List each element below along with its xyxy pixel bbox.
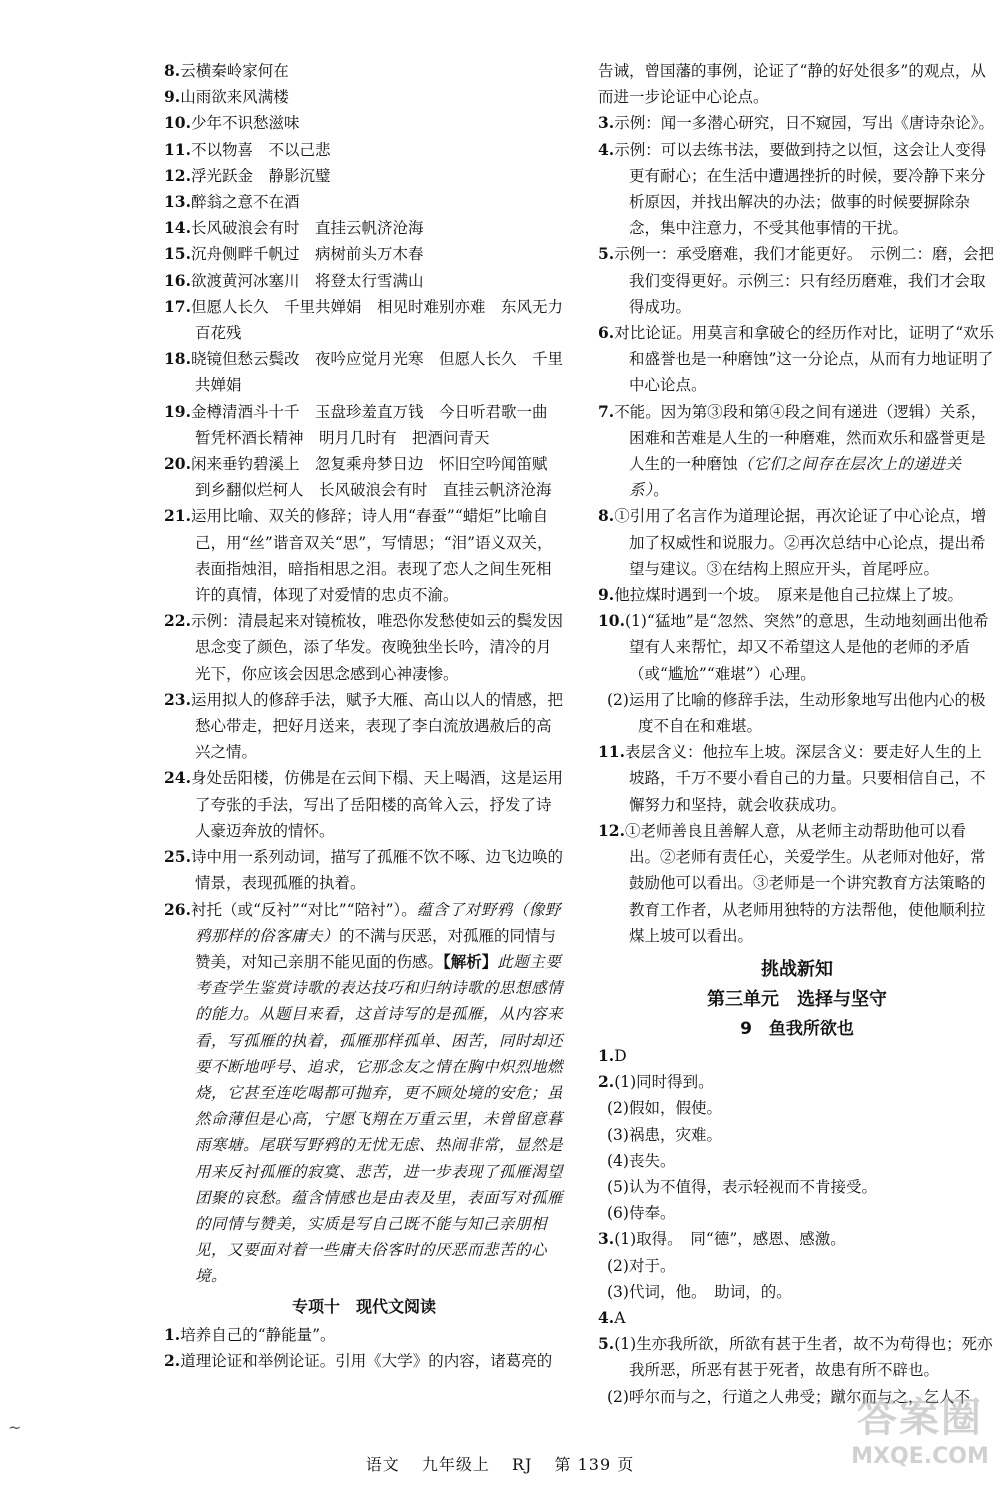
list-item <box>164 844 564 896</box>
left-column <box>164 58 564 1374</box>
item-number: 9. <box>598 585 615 605</box>
heading-unit: 第三单元 选择与坚守 <box>707 988 887 1010</box>
item-number: 26. <box>164 899 191 919</box>
item-text: 衬托（或“反衬”“对比”“陪衬”）。 <box>190 900 417 919</box>
item-number: 21. <box>164 506 191 526</box>
continuation-text: 告诫，曾国藩的事例，论证了“静的好处很多”的观点，从而进一步论证中心论点。 <box>598 62 986 107</box>
item-text: 示例：可以去练书法，要做到持之以恒，这会让人变得更有耐心；在生活中遭遇挫折的时候，要冷静下来分析原因，并找出解决的办法；做事的时候要摒除杂念，集中注意力，不受其他事情的干扰。 <box>614 140 987 238</box>
list-item <box>164 137 564 163</box>
item-text: (1)同时得到。 <box>614 1073 714 1092</box>
item-text: 运用比喻、双关的修辞；诗人用“春蚕”“蜡炬”比喻自己，用“丝”谐音双关“思”，写情思；“泪”语义双关，表面指烛泪，暗指相思之泪。表现了恋人之间生死相许的真情，体现了对爱情的忠贞不渝。 <box>190 507 553 605</box>
item-number: 20. <box>164 454 191 474</box>
item-text: 闲来垂钓碧溪上 忽复乘舟梦日边 怀旧空吟闻笛赋 到乡翻似烂柯人 长风破浪会有时 直挂云帆济沧海 <box>190 455 563 500</box>
item-text: ①老师善良且善解人意，从老师主动帮助他可以看出。②老师有责任心，关爱学生。从老师对他好，常鼓励他可以看出。③老师是一个讲究教育方法策略的教育工作者，从老师用独特的方法帮他，使他顺利拉煤上坡可以看出。 <box>624 821 986 945</box>
item-text: 他拉煤时遇到一个坡。 原来是他自己拉煤上了坡。 <box>614 586 963 605</box>
q2-subs <box>598 1095 996 1226</box>
footer-edition: RJ <box>511 1455 533 1474</box>
list-item <box>164 346 564 398</box>
footer-page: 第 139 页 <box>554 1455 635 1474</box>
handwritten-note: 蕴含了对野鸦（像野鸦那样的俗客庸夫） <box>195 900 561 945</box>
list-item <box>164 215 564 241</box>
item-text: 醉翁之意不在酒 <box>190 193 300 212</box>
watermark-logo <box>846 1394 994 1490</box>
item-text: A <box>614 1308 626 1327</box>
sub-item: (4)丧失。 <box>607 1151 676 1170</box>
item-7 <box>598 399 996 504</box>
item-number: 8. <box>164 61 181 80</box>
list-item <box>164 608 564 687</box>
q3-subs <box>598 1253 996 1305</box>
item-text: 少年不识愁滋味 <box>190 114 300 133</box>
item-10-sub-2: (2)运用了比喻的修辞手法，生动形象地写出他内心的极度不自在和难堪。 <box>607 690 986 736</box>
list-item <box>164 294 564 346</box>
right-column <box>598 58 996 1410</box>
item-number: 9. <box>164 87 181 107</box>
item-text: 山雨欲来风满楼 <box>180 88 289 107</box>
item-number: 3. <box>598 1229 615 1249</box>
right-items <box>598 110 996 398</box>
item-number: 6. <box>598 323 615 343</box>
item-text: 示例一：承受磨难，我们才能更好。 示例二：磨，会把我们变得更好。示例三：只有经历磨难，我们才会取得成功。 <box>614 245 994 316</box>
item-text: ①引用了名言作为道理论据，再次论证了中心论点，增加了权威性和说服力。②再次总结中心论点，提出希望与建议。③在结构上照应开头，首尾呼应。 <box>614 507 987 578</box>
item-text: 运用拟人的修辞手法，赋予大雁、高山以人的情感，把愁心带走，把好月送来，表现了李白流放遇赦后的高兴之情。 <box>190 690 563 762</box>
list-item <box>164 241 564 267</box>
item-text: 浮光跃金 静影沉璧 <box>190 166 331 185</box>
item-text: 的不满与厌恶，对孤雁的同情与赞美，对知己亲朋不能见面的伤感。 <box>195 926 557 971</box>
item-text: 示例：闻一多潜心研究，日不窥园，写出《唐诗杂论》。 <box>614 114 994 133</box>
list-item <box>598 818 996 949</box>
item-number: 12. <box>598 820 625 840</box>
item-number: 5. <box>598 1334 615 1354</box>
item-tail: 。 <box>653 481 669 500</box>
item-number: 10. <box>598 611 625 631</box>
item-text: (1)取得。 同“德”，感恩、感激。 <box>614 1230 846 1249</box>
watermark-top: 答案圈 <box>857 1395 983 1441</box>
sub-item: (2)对于。 <box>607 1256 676 1275</box>
item-number: 25. <box>164 847 191 867</box>
item-number: 11. <box>598 742 625 762</box>
left-items <box>164 58 564 897</box>
item-text: 不能。因为第③段和第④段之间有递进（逻辑）关系，困难和苦难是人生的一种磨难，然而欢乐和盛誉更是人生的一种磨蚀 <box>614 402 987 474</box>
list-item <box>164 451 564 503</box>
list-item <box>598 582 996 608</box>
list-item <box>164 1348 564 1374</box>
item-text: D <box>614 1046 627 1065</box>
item-number: 2. <box>164 1350 181 1370</box>
item-text: 示例：清晨起来对镜梳妆，唯恐你发愁使如云的鬓发因思念变了颜色，添了华发。夜晚独坐长吟，清冷的月光下，你应该会因思念感到心神凄惨。 <box>190 612 563 683</box>
list-item <box>164 110 564 136</box>
right-items-3 <box>598 739 996 949</box>
list-item <box>164 163 564 189</box>
list-item <box>598 241 996 320</box>
footer-grade: 九年级上 <box>421 1455 490 1474</box>
list-item <box>164 1322 564 1348</box>
item-number: 1. <box>164 1324 181 1344</box>
section-title: 专项十 现代文阅读 <box>291 1296 436 1316</box>
answers <box>598 1043 996 1095</box>
item-number: 10. <box>164 113 191 133</box>
q5-sub-2: (2)呼尔而与之，行道之人弗受；蹴尔而与之，乞人不 <box>607 1387 970 1406</box>
item-number: 12. <box>164 165 191 185</box>
item-number: 3. <box>598 113 615 133</box>
q5 <box>598 1331 996 1383</box>
list-item <box>164 765 564 844</box>
list-item <box>164 503 564 608</box>
item-text: 身处岳阳楼，仿佛是在云间下榻、天上喝酒，这是运用了夸张的手法，写出了岳阳楼的高耸入云，抒发了诗人豪迈奔放的情怀。 <box>190 769 563 840</box>
item-text: 晓镜但愁云鬓改 夜吟应觉月光寒 但愿人长久 千里共婵娟 <box>190 350 563 395</box>
list-item <box>164 268 564 294</box>
item-text: 欲渡黄河冰塞川 将登太行雪满山 <box>190 271 424 290</box>
item-number: 17. <box>164 296 191 316</box>
item-text: 云横秦岭家何在 <box>180 62 289 80</box>
q4 <box>598 1305 996 1331</box>
sub-item: (6)侍奉。 <box>607 1204 676 1223</box>
heading-lesson: 9 鱼我所欲也 <box>740 1018 854 1039</box>
list-item <box>164 84 564 110</box>
item-number: 14. <box>164 218 191 238</box>
item-number: 4. <box>598 139 615 159</box>
item-number: 19. <box>164 401 191 421</box>
item-text: 表层含义：他拉车上坡。深层含义：要走好人生的上坡路，千万不要小看自己的力量。只要相信自己，不懈努力和坚持，就会收获成功。 <box>624 743 986 814</box>
right-items-2 <box>598 503 996 608</box>
corner-mark: ~ <box>8 1418 22 1437</box>
item-number: 16. <box>164 270 191 290</box>
handwritten-note: （它们之间存在层次上的递进关系） <box>629 455 962 500</box>
heading-challenge: 挑战新知 <box>761 958 833 980</box>
list-item <box>598 1043 996 1069</box>
list-item <box>598 1069 996 1095</box>
sub-item: (2)假如，假使。 <box>607 1099 722 1118</box>
item-text: 对比论证。用莫言和拿破仑的经历作对比，证明了“欢乐和盛誉也是一种磨蚀”这一分论点，从而有力地证明了中心论点。 <box>614 324 995 395</box>
sub-item: (3)祸患，灾难。 <box>607 1125 722 1144</box>
item-text: 不以物喜 不以己悲 <box>190 140 331 159</box>
item-number: 13. <box>164 192 191 212</box>
analysis-label: 【解析】 <box>443 951 498 971</box>
list-item <box>164 687 564 766</box>
item-number: 15. <box>164 244 191 264</box>
item-sub-1: (1)“猛地”是“忽然、突然”的意思，生动地刻画出他希望有人来帮忙，却又不希望这人是他的老师的矛盾（或“尴尬”“难堪”）心理。 <box>624 612 989 683</box>
item-number: 5. <box>598 244 615 264</box>
analysis-text: 此题主要考查学生鉴赏诗歌的表达技巧和归纳诗歌的思想感情的能力。从题目来看，这首诗写的是孤雁，从内容来看，写孤雁的执着，孤雁那样孤单、困苦，同时却还要不断地呼号、追求，它那念友之情在胸中炽烈地燃烧，它甚至连吃喝都可抛弃，更不顾处境的安危；虽然命薄但是心高，宁愿飞翔在万重云里，未曾留意暮雨寒塘。尾联写野鸦的无忧无虑、热闹非常，显然是用来反衬孤雁的寂寞、悲苦，进一步表现了孤雁渴望团聚的哀愁。蕴含情感也是由表及里，表面写对孤雁的同情与赞美，实质是写自己既不能与知己亲朋相见，又要面对着一些庸夫俗客时的厌恶而悲苦的心境。 <box>195 952 564 1286</box>
item-number: 22. <box>164 611 191 631</box>
list-item <box>164 399 564 451</box>
item-number: 11. <box>164 139 191 159</box>
item-text: 长风破浪会有时 直挂云帆济沧海 <box>190 219 424 238</box>
item-text: 道理论证和举例论证。引用《大学》的内容，诸葛亮的 <box>180 1351 553 1370</box>
footer-subject: 语文 <box>365 1455 400 1474</box>
item-number: 7. <box>598 401 615 421</box>
item-number: 2. <box>598 1072 615 1092</box>
item-text: 培养自己的“静能量”。 <box>180 1325 336 1344</box>
sub-item: (5)认为不值得，表示轻视而不肯接受。 <box>607 1177 877 1196</box>
item-26 <box>164 897 564 1290</box>
list-item <box>598 503 996 582</box>
list-item <box>598 739 996 818</box>
q3 <box>598 1226 996 1252</box>
item-number: 1. <box>598 1045 615 1065</box>
item-text: (1)生亦我所欲，所欲有甚于生者，故不为苟得也；死亦我所恶，所恶有甚于死者，故患有所不辟也。 <box>614 1335 993 1380</box>
item-number: 24. <box>164 768 191 788</box>
item-text: 沉舟侧畔千帆过 病树前头万木春 <box>190 245 424 264</box>
item-number: 8. <box>598 506 615 526</box>
item-number: 4. <box>598 1307 615 1327</box>
item-number: 23. <box>164 689 191 709</box>
item-number: 18. <box>164 349 191 369</box>
list-item <box>164 189 564 215</box>
item-10 <box>598 608 996 687</box>
section-items <box>164 1322 564 1374</box>
watermark-bottom: MXQE.COM <box>851 1444 989 1469</box>
list-item <box>598 110 996 136</box>
item-text: 诗中用一系列动词，描写了孤雁不饮不啄、边飞边唤的情景，表现孤雁的执着。 <box>190 848 563 893</box>
item-text: 但愿人长久 千里共婵娟 相见时难别亦难 东风无力百花残 <box>190 297 563 343</box>
sub-item: (3)代词，他。 助词，的。 <box>607 1282 792 1301</box>
list-item <box>598 320 996 399</box>
list-item <box>598 137 996 242</box>
list-item <box>164 58 564 84</box>
item-text: 金樽清酒斗十千 玉盘珍羞直万钱 今日听君歌一曲 暂凭杯酒长精神 明月几时有 把酒问青天 <box>190 402 563 447</box>
